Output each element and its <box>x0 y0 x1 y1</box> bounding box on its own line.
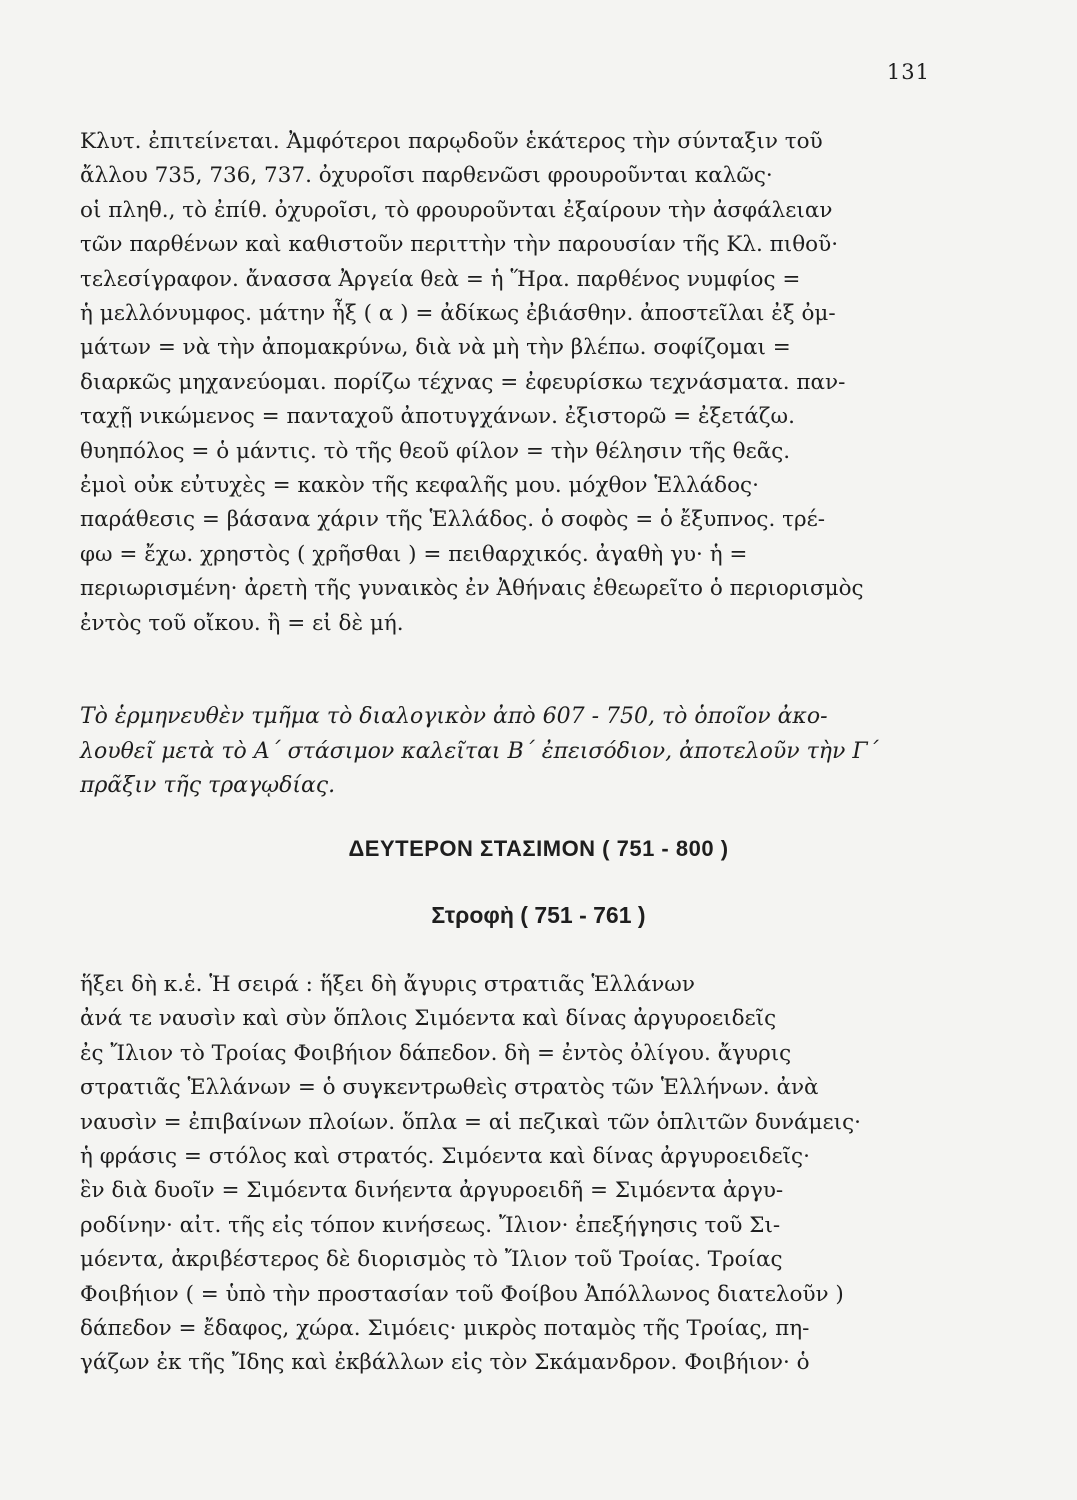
commentary-paragraph <box>80 968 935 1381</box>
text-line: περιωρισμένη· ἀρετὴ τῆς γυναικὸς ἐν Ἀθήναις ἐθεωρεῖτο ὁ περιορισμὸς <box>80 576 864 602</box>
summary-line: λουθεῖ μετὰ τὸ Α΄ στάσιμον καλεῖται Β΄ ἐπεισόδιον, ἀποτελοῦν τὴν Γ΄ <box>80 738 879 764</box>
text-line: δάπεδον = ἔδαφος, χώρα. Σιμόεις· μικρὸς ποταμὸς τῆς Τροίας, πη- <box>80 1316 810 1342</box>
text-line: Φοιβήιον ( = ὑπὸ τὴν προστασίαν τοῦ Φοίβου Ἀπόλλωνος διατελοῦν ) <box>80 1281 844 1307</box>
text-line: φω = ἔχω. χρηστὸς ( χρῆσθαι ) = πειθαρχικός. ἀγαθὴ γυ· ἡ = <box>80 541 748 567</box>
text-line: ἐντὸς τοῦ οἴκου. ἢ = εἰ δὲ μή. <box>80 610 404 636</box>
text-line: ἡ μελλόνυμφος. μάτην ἧξ ( α ) = ἀδίκως ἐβιάσθην. ἀποστεῖλαι ἐξ ὀμ- <box>80 301 836 327</box>
text-line: ναυσὶν = ἐπιβαίνων πλοίων. ὅπλα = αἱ πεζικαὶ τῶν ὁπλιτῶν δυνάμεις· <box>80 1109 861 1135</box>
text-line: οἱ πληθ., τὸ ἐπίθ. ὀχυροῖσι, τὸ φρουροῦνται ἐξαίρουν τὴν ἀσφάλειαν <box>80 197 833 223</box>
text-line: διαρκῶς μηχανεύομαι. πορίζω τέχνας = ἐφευρίσκω τεχνάσματα. παν- <box>80 369 846 395</box>
text-line: ἐμοὶ οὐκ εὐτυχὲς = κακὸν τῆς κεφαλῆς μου. μόχθον Ἑλλάδος· <box>80 473 759 499</box>
text-line: ἀνά τε ναυσὶν καὶ σὺν ὅπλοις Σιμόεντα καὶ δίνας ἀργυροειδεῖς <box>80 1006 777 1032</box>
text-line: ἥξει δὴ κ.ἑ. Ἡ σειρά : ἥξει δὴ ἄγυρις στρατιᾶς Ἑλλάνων <box>80 972 695 997</box>
text-line: ἓν διὰ δυοῖν = Σιμόεντα δινήεντα ἀργυροειδῆ = Σιμόεντα ἀργυ- <box>80 1178 784 1204</box>
text-line: γάζων ἐκ τῆς Ἴδης καὶ ἐκβάλλων εἰς τὸν Σκάμανδρον. Φοιβήιον· ὁ <box>80 1350 810 1376</box>
notes-paragraph <box>80 125 935 641</box>
text-line: τελεσίγραφον. ἄνασσα Ἀργεία θεὰ = ἡ Ἥρα. παρθένος νυμφίος = <box>80 266 801 292</box>
text-line: ταχῇ νικώμενος = πανταχοῦ ἀποτυγχάνων. ἐξιστορῶ = ἐξετάζω. <box>80 404 795 430</box>
summary-line: πρᾶξιν τῆς τραγῳδίας. <box>80 773 336 798</box>
strophe-heading: Στροφὴ ( 751 - 761 ) <box>431 902 646 928</box>
summary-line: Τὸ ἑρμηνευθὲν τμῆμα τὸ διαλογικὸν ἀπὸ 607 - 750, τὸ ὁποῖον ἀκο- <box>80 704 828 729</box>
text-line: ἐς Ἴλιον τὸ Τροίας Φοιβήιον δάπεδον. δὴ = ἐντὸς ὀλίγου. ἄγυρις <box>80 1040 792 1066</box>
text-line: στρατιᾶς Ἑλλάνων = ὁ συγκεντρωθεὶς στρατὸς τῶν Ἑλλήνων. ἀνὰ <box>80 1075 819 1101</box>
page-number: 131 <box>886 60 930 84</box>
summary-paragraph <box>80 700 935 804</box>
text-line: ἡ φράσις = στόλος καὶ στρατός. Σιμόεντα καὶ δίνας ἀργυροειδεῖς· <box>80 1144 810 1170</box>
text-line: παράθεσις = βάσανα χάριν τῆς Ἑλλάδος. ὁ σοφὸς = ὁ ἔξυπνος. τρέ- <box>80 507 826 533</box>
text-line: μόεντα, ἀκριβέστερος δὲ διορισμὸς τὸ Ἴλιον τοῦ Τροίας. Τροίας <box>80 1247 783 1273</box>
text-line: Κλυτ. ἐπιτείνεται. Ἀμφότεροι παρῳδοῦν ἑκάτερος τὴν σύνταξιν τοῦ <box>80 129 823 154</box>
section-heading: ΔΕΥΤΕΡΟΝ ΣΤΑΣΙΜΟΝ ( 751 - 800 ) <box>348 836 729 861</box>
text-line: τῶν παρθένων καὶ καθιστοῦν περιττὴν τὴν παρουσίαν τῆς Κλ. πιθοῦ· <box>80 232 839 258</box>
text-line: ἄλλου 735, 736, 737. ὀχυροῖσι παρθενῶσι φρουροῦνται καλῶς· <box>80 163 773 189</box>
text-line: ροδίνην· αἰτ. τῆς εἰς τόπον κινήσεως. Ἴλιον· ἐπεξήγησις τοῦ Σι- <box>80 1212 781 1238</box>
text-line: μάτων = νὰ τὴν ἀπομακρύνω, διὰ νὰ μὴ τὴν βλέπω. σοφίζομαι = <box>80 335 791 361</box>
text-line: θυηπόλος = ὁ μάντις. τὸ τῆς θεοῦ φίλον = τὴν θέλησιν τῆς θεᾶς. <box>80 438 791 464</box>
